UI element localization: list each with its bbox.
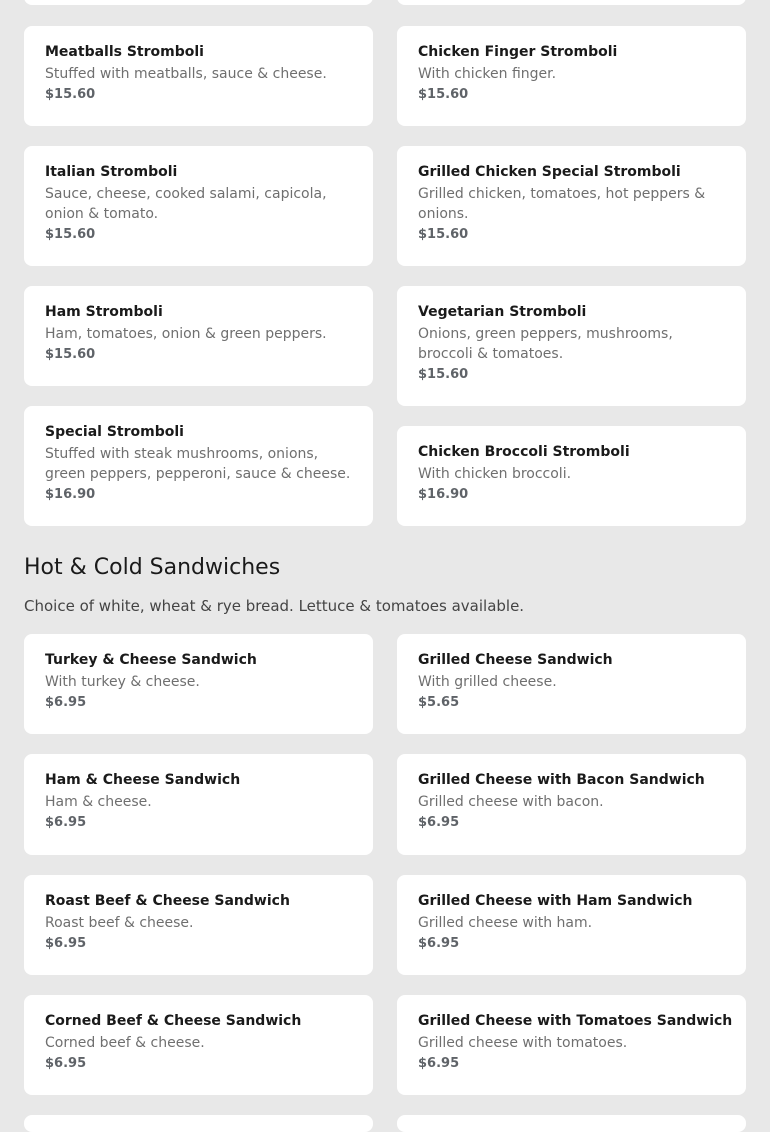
menu-item-description: Grilled chicken, tomatoes, hot peppers & onions. [418, 186, 706, 222]
menu-item-description: Grilled cheese with tomatoes. [418, 1035, 628, 1051]
menu-item-name: Grilled Cheese Sandwich [418, 652, 613, 668]
menu-item-name: Meatballs Stromboli [45, 44, 204, 60]
menu-item-card[interactable] [397, 1115, 746, 1132]
menu-item-price: $15.60 [418, 227, 469, 242]
menu-item-card-ham-cheese-sandwich[interactable] [24, 754, 373, 855]
menu-item-card-special-stromboli[interactable] [24, 406, 373, 526]
menu-item-price: $6.95 [45, 1056, 87, 1071]
menu-item-price: $6.95 [45, 936, 87, 951]
menu-item-description: Ham, tomatoes, onion & green peppers. [45, 326, 327, 342]
menu-item-description: Stuffed with steak mushrooms, onions, green peppers, pepperoni, sauce & cheese. [45, 446, 351, 482]
menu-item-name: Corned Beef & Cheese Sandwich [45, 1013, 302, 1029]
menu-item-name: Grilled Cheese with Bacon Sandwich [418, 772, 705, 788]
menu-item-description: Roast beef & cheese. [45, 915, 194, 931]
menu-item-card[interactable] [397, 0, 746, 5]
menu-item-card-italian-stromboli[interactable] [24, 146, 373, 266]
menu-item-price: $15.60 [45, 347, 96, 362]
menu-item-price: $16.90 [418, 487, 469, 502]
menu-item-price: $5.65 [418, 695, 460, 710]
menu-item-description: With chicken finger. [418, 66, 557, 82]
menu-item-description: Grilled cheese with ham. [418, 915, 593, 931]
menu-item-card-grilled-cheese-sandwich[interactable] [397, 634, 746, 734]
menu-item-card-grilled-cheese-tomatoes-sandwich[interactable] [397, 995, 746, 1095]
menu-item-description: With chicken broccoli. [418, 466, 572, 482]
menu-item-card-roast-beef-cheese-sandwich[interactable] [24, 875, 373, 975]
menu-item-price: $6.95 [418, 1056, 460, 1071]
menu-item-name: Vegetarian Stromboli [418, 304, 587, 320]
section-description: Choice of white, wheat & rye bread. Lettuce & tomatoes available. [24, 597, 525, 615]
menu-item-name: Grilled Chicken Special Stromboli [418, 164, 681, 180]
menu-item-card-grilled-cheese-bacon-sandwich[interactable] [397, 754, 746, 855]
menu-item-card-turkey-cheese-sandwich[interactable] [24, 634, 373, 734]
menu-item-name: Grilled Cheese with Ham Sandwich [418, 893, 693, 909]
menu-item-card-chicken-broccoli-stromboli[interactable] [397, 426, 746, 526]
section-title: Hot & Cold Sandwiches [24, 555, 281, 580]
menu-item-price: $6.95 [45, 695, 87, 710]
menu-item-name: Grilled Cheese with Tomatoes Sandwich [418, 1013, 733, 1029]
menu-item-price: $6.95 [45, 815, 87, 830]
menu-item-description: Stuffed with meatballs, sauce & cheese. [45, 66, 327, 82]
menu-item-card-corned-beef-cheese-sandwich[interactable] [24, 995, 373, 1095]
menu-item-card[interactable] [24, 1115, 373, 1132]
menu-item-price: $6.95 [418, 815, 460, 830]
menu-item-card-chicken-finger-stromboli[interactable] [397, 26, 746, 126]
menu-item-description: With turkey & cheese. [45, 674, 200, 690]
menu-item-name: Roast Beef & Cheese Sandwich [45, 893, 290, 909]
menu-item-description: With grilled cheese. [418, 674, 557, 690]
menu-item-price: $16.90 [45, 487, 96, 502]
menu-item-description: Grilled cheese with bacon. [418, 794, 604, 810]
menu-item-card-vegetarian-stromboli[interactable] [397, 286, 746, 406]
menu-item-name: Chicken Finger Stromboli [418, 44, 618, 60]
menu-item-description: Sauce, cheese, cooked salami, capicola, onion & tomato. [45, 186, 327, 222]
menu-item-name: Ham & Cheese Sandwich [45, 772, 241, 788]
menu-item-card[interactable] [24, 0, 373, 5]
menu-item-card-grilled-chicken-special-stromboli[interactable] [397, 146, 746, 266]
menu-item-description: Corned beef & cheese. [45, 1035, 205, 1051]
menu-item-name: Ham Stromboli [45, 304, 163, 320]
menu-item-description: Onions, green peppers, mushrooms, broccoli & tomatoes. [418, 326, 673, 362]
menu-item-price: $6.95 [418, 936, 460, 951]
menu-item-name: Turkey & Cheese Sandwich [45, 652, 257, 668]
menu-item-name: Chicken Broccoli Stromboli [418, 444, 630, 460]
menu-item-name: Italian Stromboli [45, 164, 178, 180]
menu-item-card-ham-stromboli[interactable] [24, 286, 373, 386]
menu-item-price: $15.60 [418, 367, 469, 382]
menu-item-description: Ham & cheese. [45, 794, 152, 810]
menu-item-price: $15.60 [45, 87, 96, 102]
menu-item-price: $15.60 [45, 227, 96, 242]
menu-item-price: $15.60 [418, 87, 469, 102]
menu-item-card-meatballs-stromboli[interactable] [24, 26, 373, 126]
menu-item-card-grilled-cheese-ham-sandwich[interactable] [397, 875, 746, 975]
menu-item-name: Special Stromboli [45, 424, 184, 440]
